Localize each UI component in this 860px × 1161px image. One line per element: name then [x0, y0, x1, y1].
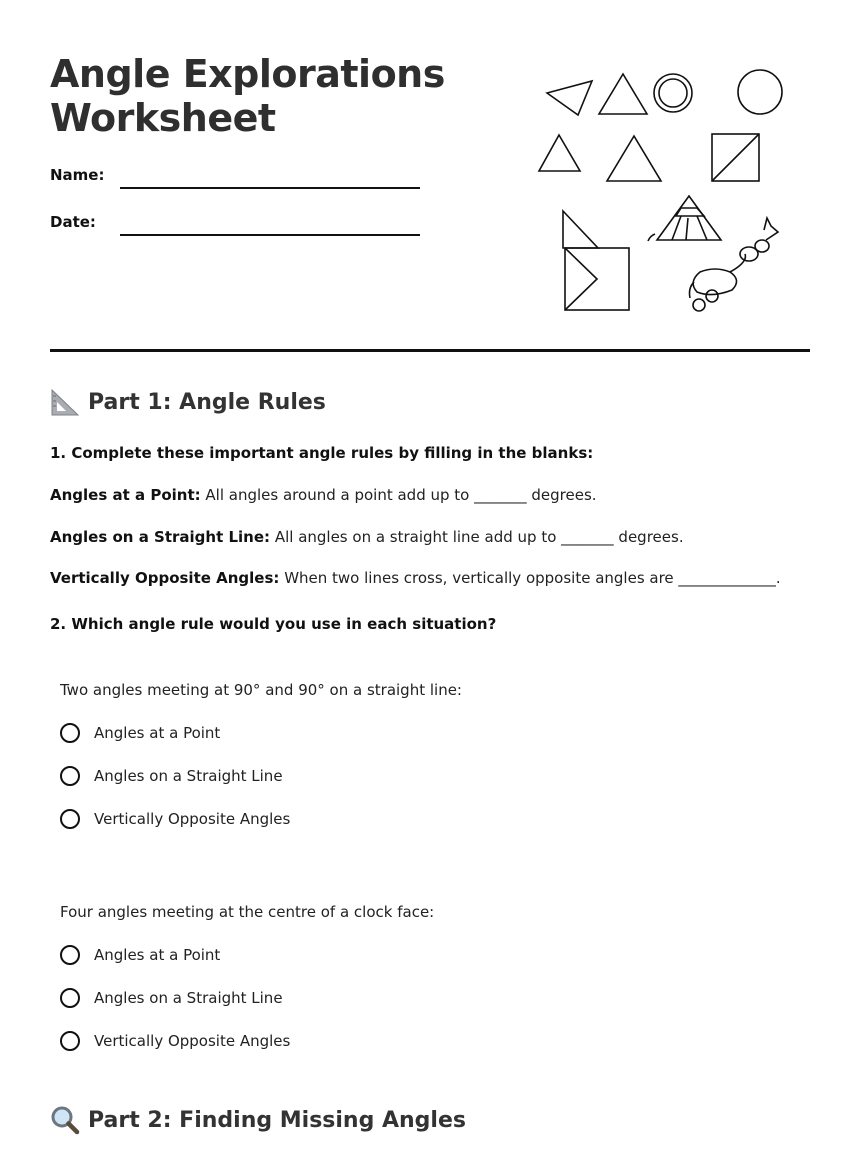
rule-angles-at-point	[50, 486, 597, 504]
part1-heading	[50, 387, 326, 417]
situation-1-prompt: Two angles meeting at 90° and 90° on a straight line:	[60, 681, 462, 699]
rule-term: Angles on a Straight Line:	[50, 528, 271, 546]
title-line-1: Angle Explorations	[50, 52, 445, 96]
doodle-triangle-5	[563, 211, 598, 248]
situation-2-option-1[interactable]	[60, 945, 220, 965]
part2-heading-text: Part 2: Finding Missing Angles	[88, 1107, 466, 1133]
option-label: Vertically Opposite Angles	[94, 1032, 291, 1050]
rule-text: When two lines cross, vertically opposite angles are _____________.	[284, 569, 781, 587]
radio-button[interactable]	[60, 988, 80, 1008]
rule-text: All angles around a point add up to _______ degrees.	[205, 486, 597, 504]
rule-term: Angles at a Point:	[50, 486, 201, 504]
doodle-triangle-3	[539, 135, 580, 171]
rule-term: Vertically Opposite Angles:	[50, 569, 280, 587]
doodle-triangle-4	[607, 136, 661, 181]
doodle-circle-inner	[659, 79, 687, 107]
question-2: 2. Which angle rule would you use in each situation?	[50, 615, 497, 633]
situation-1-option-3[interactable]	[60, 809, 290, 829]
situation-1-option-1[interactable]	[60, 723, 220, 743]
situation-2-option-2[interactable]	[60, 988, 283, 1008]
option-label: Angles on a Straight Line	[94, 989, 283, 1007]
situation-2-prompt: Four angles meeting at the centre of a clock face:	[60, 903, 435, 921]
rule-vertically-opposite	[50, 569, 781, 587]
rule-text: All angles on a straight line add up to _______ degrees.	[274, 528, 684, 546]
part1-heading-text: Part 1: Angle Rules	[88, 389, 326, 415]
radio-button[interactable]	[60, 945, 80, 965]
magnifying-glass-icon	[50, 1105, 80, 1135]
date-field-line[interactable]	[120, 234, 420, 236]
doodle-circle	[738, 70, 782, 114]
doodle-triangle-1	[547, 81, 592, 115]
option-label: Angles at a Point	[94, 946, 221, 964]
title-line-2: Worksheet	[50, 96, 276, 140]
radio-button[interactable]	[60, 809, 80, 829]
situation-1-option-2[interactable]	[60, 766, 283, 786]
name-field-line[interactable]	[120, 187, 420, 189]
section-divider	[50, 349, 810, 352]
radio-button[interactable]	[60, 1031, 80, 1051]
radio-button[interactable]	[60, 723, 80, 743]
option-label: Angles at a Point	[94, 724, 221, 742]
radio-button[interactable]	[60, 766, 80, 786]
situation-2-option-3[interactable]	[60, 1031, 290, 1051]
rule-straight-line	[50, 528, 684, 546]
question-1: 1. Complete these important angle rules by filling in the blanks:	[50, 444, 594, 462]
date-label: Date:	[50, 213, 96, 231]
doodle-mountain	[657, 196, 721, 240]
triangular-ruler-icon	[50, 387, 80, 417]
option-label: Vertically Opposite Angles	[94, 810, 291, 828]
doodle-triangle-2	[599, 74, 647, 114]
worksheet-title	[50, 52, 445, 140]
name-label: Name:	[50, 166, 105, 184]
part2-heading	[50, 1105, 466, 1135]
option-label: Angles on a Straight Line	[94, 767, 283, 785]
shapes-doodle-illustration	[530, 62, 800, 322]
